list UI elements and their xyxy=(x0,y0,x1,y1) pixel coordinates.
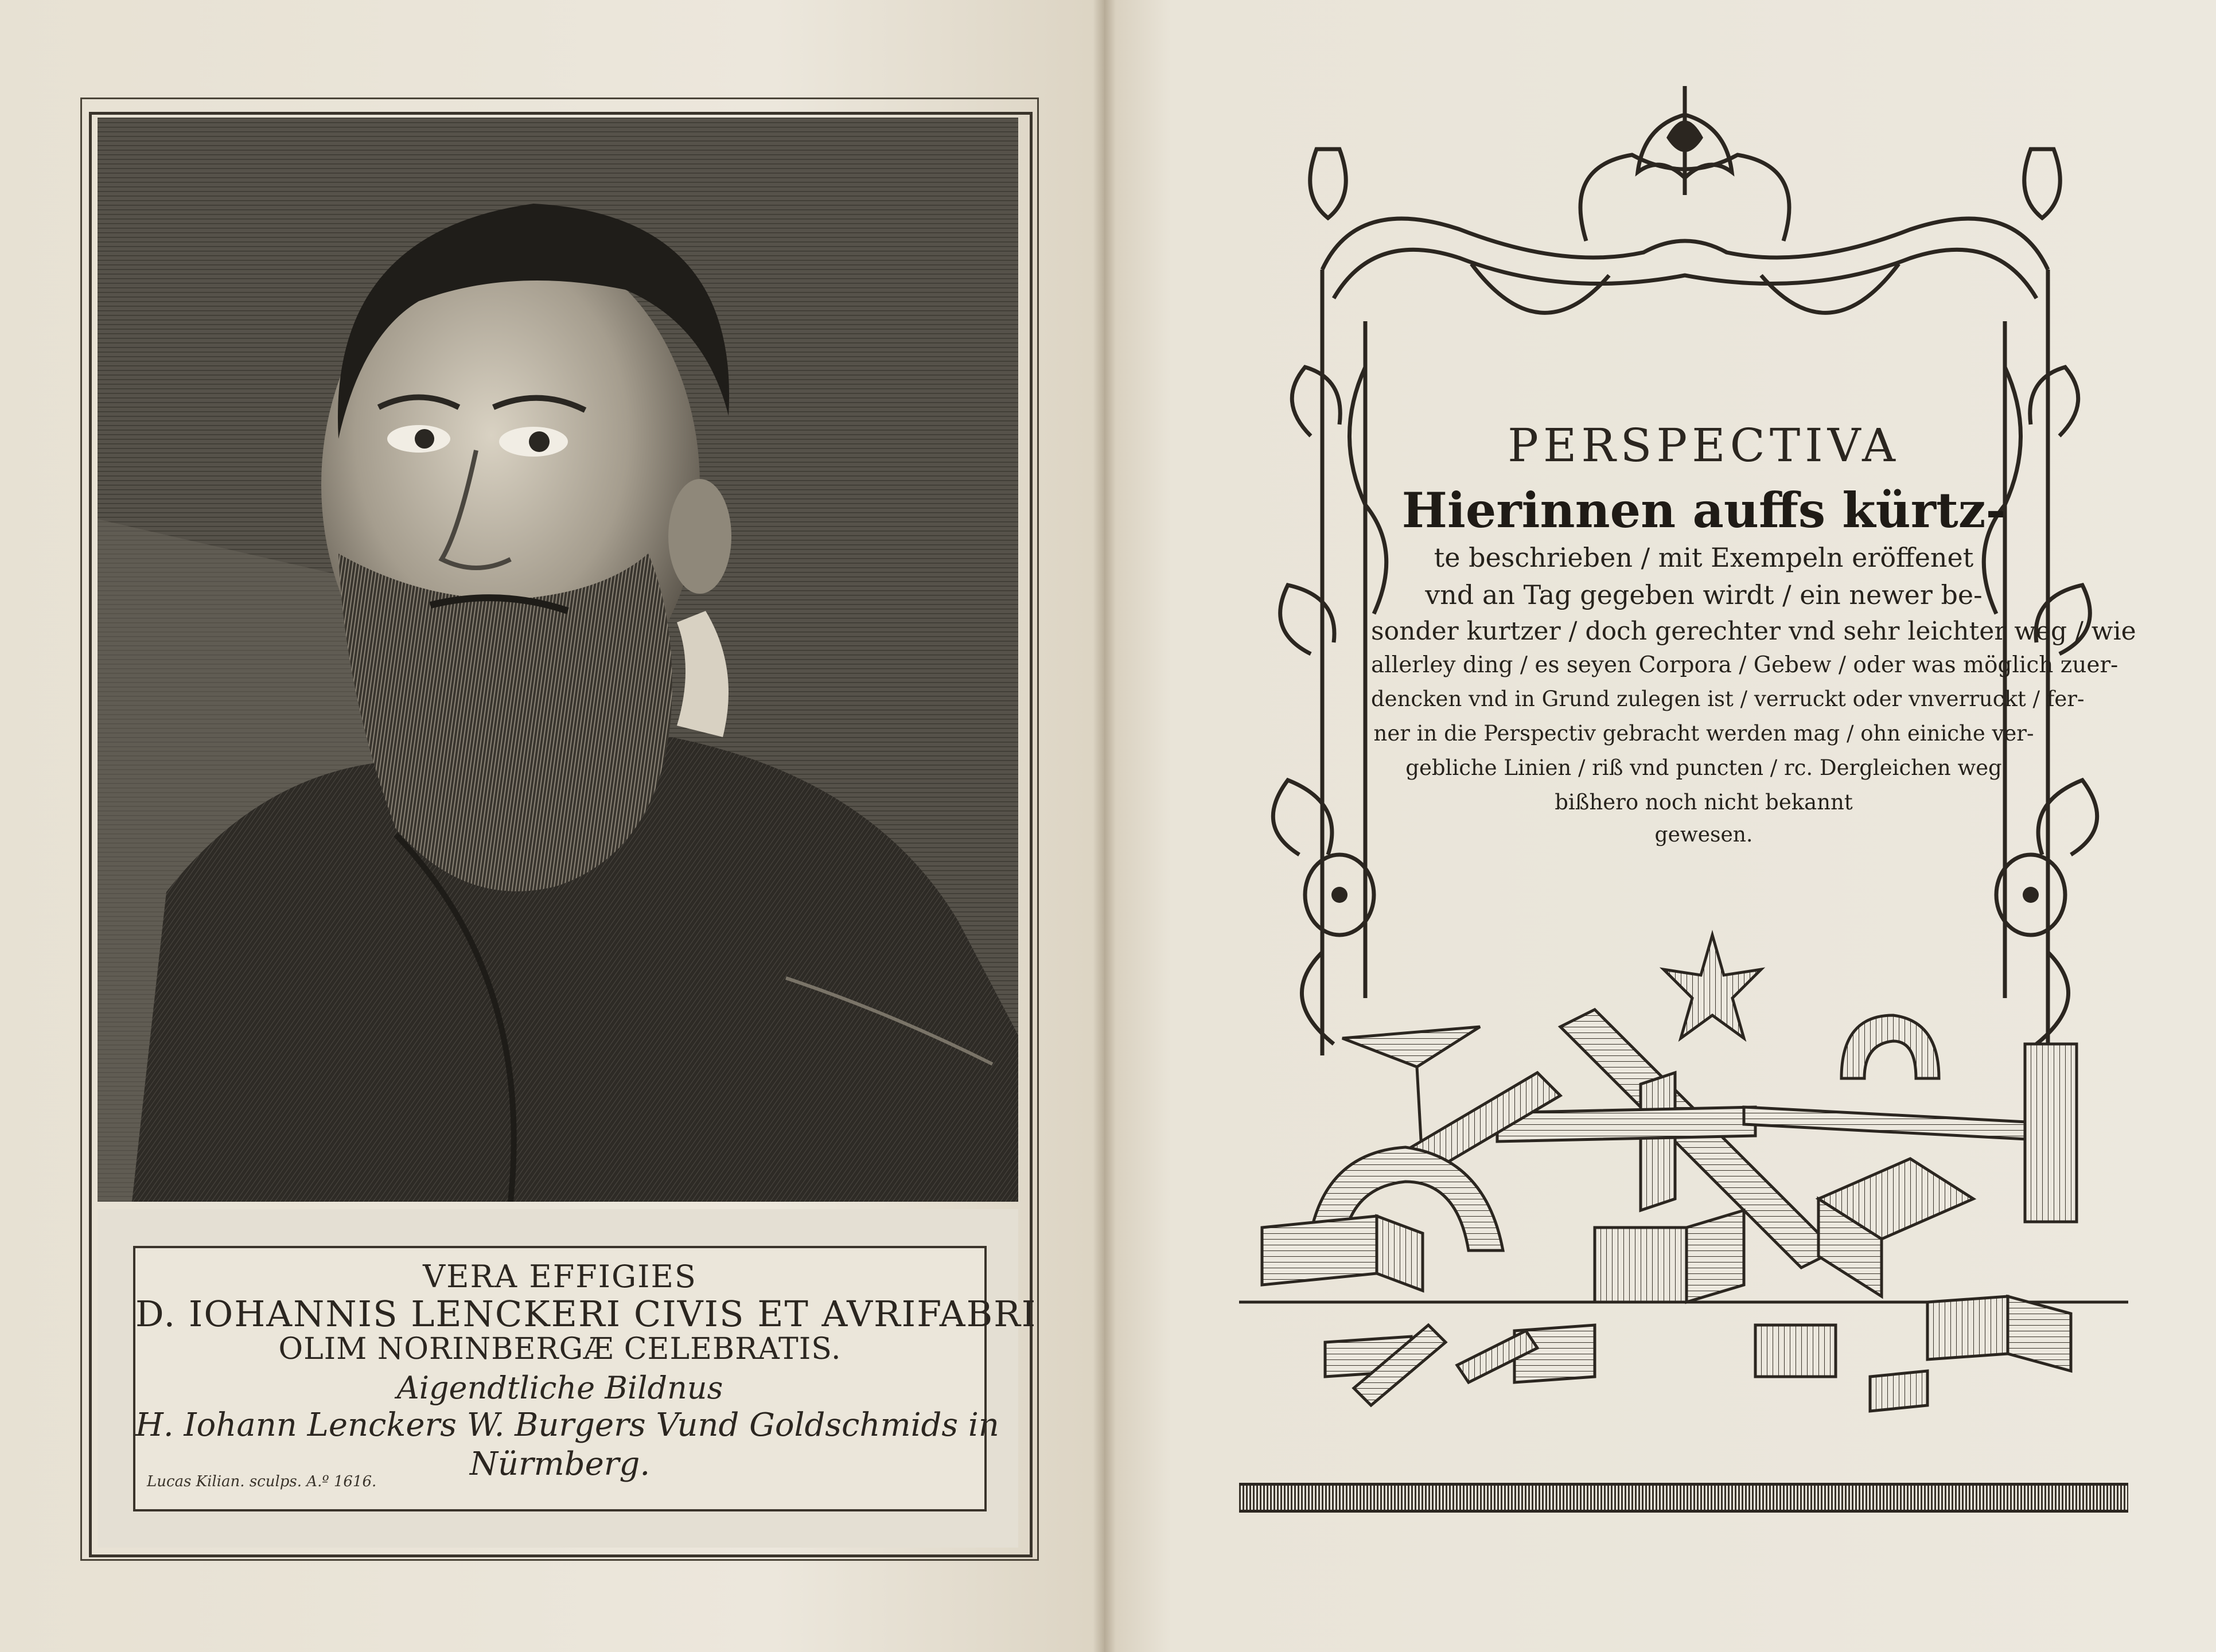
title-text-line: ner in die Perspectiv gebracht werden mag / ohn einiche ver- xyxy=(1373,721,2034,746)
title-text-line: vnd an Tag gegeben wirdt / ein newer be- xyxy=(1425,579,1983,610)
geometric-solids-image xyxy=(1239,929,2128,1480)
perspective-woodcut xyxy=(1239,929,2128,1480)
portrait-image xyxy=(98,118,1018,1202)
engraver-signature: Lucas Kilian. sculps. A.º 1616. xyxy=(147,1473,377,1490)
caption-line-vera-effigies: VERA EFFIGIES xyxy=(423,1259,697,1295)
book-subtitle: Hierinnen auffs kürtz- xyxy=(1401,482,2006,539)
title-block xyxy=(1371,419,2136,878)
caption-line-bildnus: Aigendtliche Bildnus xyxy=(396,1370,723,1406)
title-text-line: gebliche Linien / riß vnd puncten / rc. Dergleichen weg xyxy=(1405,755,2002,780)
title-text-line: allerley ding / es seyen Corpora / Gebew / oder was möglich zuer- xyxy=(1371,652,2118,678)
caption-cartouche xyxy=(133,1246,1037,1511)
left-page xyxy=(0,0,1104,1652)
bottom-rule xyxy=(1239,1483,2128,1513)
caption-line-norinbergae: OLIM NORINBERGÆ CELEBRATIS. xyxy=(278,1332,842,1366)
caption-line-name-german: H. Iohann Lenckers W. Burgers Vund Goldschmids in xyxy=(135,1406,999,1444)
title-text-line: bißhero noch nicht bekannt xyxy=(1555,790,1853,815)
book-title: PERSPECTIVA xyxy=(1508,419,1900,472)
book-gutter xyxy=(1093,0,1116,1652)
caption-line-nurmberg: Nürmberg. xyxy=(469,1446,651,1483)
portrait-engraving xyxy=(98,118,1018,1202)
title-text-line: te beschrieben / mit Exempeln eröffenet xyxy=(1434,542,1974,573)
title-text-line: dencken vnd in Grund zulegen ist / verruckt oder vnverruckt / fer- xyxy=(1371,687,2085,711)
title-text-line: sonder kurtzer / doch gerechter vnd sehr leichter weg / wie xyxy=(1371,617,2136,646)
caption-line-name-latin: D. IOHANNIS LENCKERI CIVIS ET AVRIFABRI xyxy=(135,1293,1037,1335)
title-text-line: gewesen. xyxy=(1654,823,1753,847)
